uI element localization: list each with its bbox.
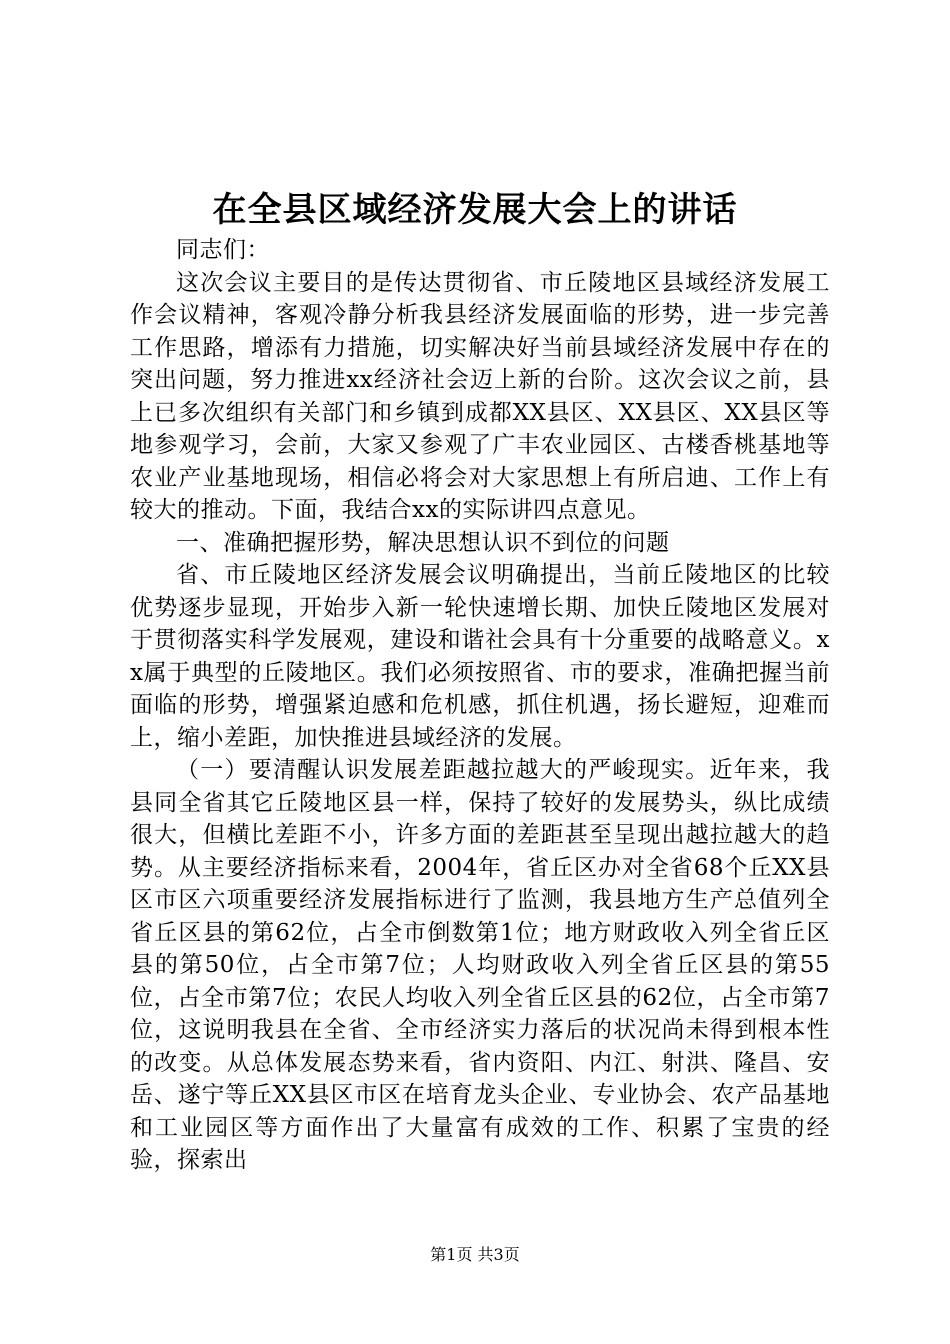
document-title: 在全县区域经济发展大会上的讲话 — [212, 190, 738, 230]
paragraph-subsection-1: （一）要清醒认识发展差距越拉越大的严峻现实。近年来，我县同全省其它丘陵地区县一样，保持了较好的发展势头，纵比成绩很大，但横比差距不小，许多方面的差距甚至呈现出越拉越大的趋势。从主要经济指标来看，2004年，省丘区办对全省68个丘XX县区市区六项重要经济发展指标进行了监测，我县地方生产总值列全省丘区县的第62位，占全市倒数第1位；地方财政收入列全省丘区县的第50位，占全市第7位；人均财政收入列全省丘区县的第55位，占全市第7位；农民人均收入列全省丘区县的62位，占全市第7位，这说明我县在全省、全市经济实力落后的状况尚未得到根本性的改变。从总体发展态势来看，省内资阳、内江、射洪、隆昌、安岳、遂宁等丘XX县区市区在培育龙头企业、专业协会、农产品基地和工业园区等方面作出了大量富有成效的工作、积累了宝贵的经验，探索出 — [130, 757, 830, 1173]
paragraph-section-1: 省、市丘陵地区经济发展会议明确提出，当前丘陵地区的比较优势逐步显现，开始步入新一轮快速增长期、加快丘陵地区发展对于贯彻落实科学发展观，建设和谐社会具有十分重要的战略意义。xx属于典型的丘陵地区。我们必须按照省、市的要求，准确把握当前面临的形势，增强紧迫感和危机感，抓住机遇，扬长避短，迎难而上，缩小差距，加快推进县域经济的发展。 — [130, 562, 830, 751]
page-footer: 第1页 共3页 — [430, 1245, 520, 1264]
paragraph-intro: 这次会议主要目的是传达贯彻省、市丘陵地区县域经济发展工作会议精神，客观冷静分析我县经济发展面临的形势，进一步完善工作思路，增添有力措施，切实解决好当前县域经济发展中存在的突出问题，努力推进xx经济社会迈上新的台阶。这次会议之前，县上已多次组织有关部门和乡镇到成都XX县区、XX县区、XX县区等地参观学习，会前，大家又参观了广丰农业园区、古楼香桃基地等农业产业基地现场，相信必将会对大家思想上有所启迪、工作上有较大的推动。下面，我结合xx的实际讲四点意见。 — [130, 269, 830, 523]
document-body — [130, 234, 830, 1177]
salutation: 同志们： — [176, 237, 270, 263]
section-heading-1: 一、准确把握形势，解决思想认识不到位的问题 — [176, 529, 670, 556]
